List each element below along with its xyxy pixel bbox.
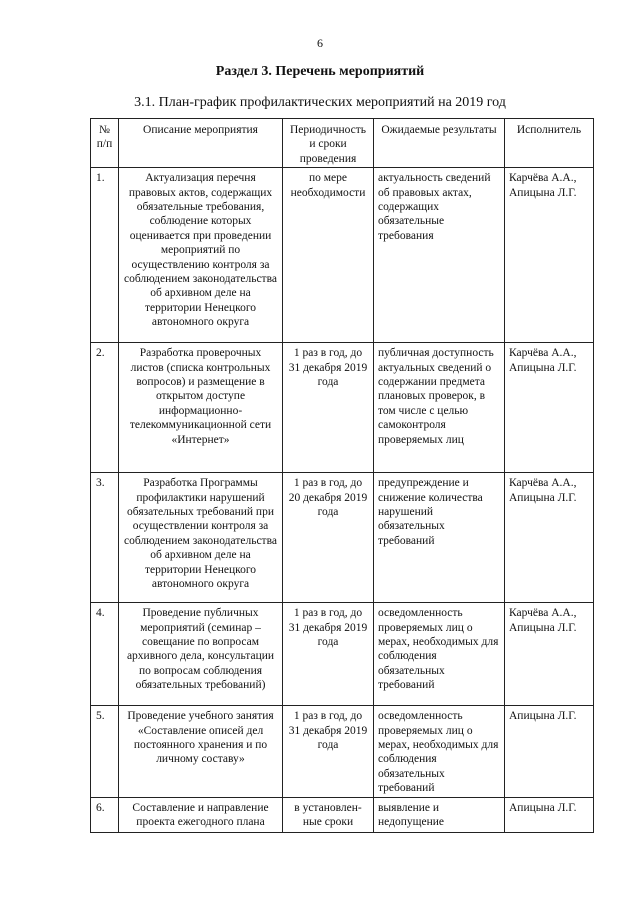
row-period: по мере необходимости: [283, 168, 374, 343]
row-description: Разработка проверочных листов (списка контрольных вопросов) и размещение в открытом доступе информационно-телекоммуникационной сети «Интернет»: [119, 343, 283, 473]
row-result: предупреждение и снижение количества нарушений обязательных требований: [374, 473, 505, 603]
row-executor: Карчёва А.А., Апицына Л.Г.: [505, 168, 594, 343]
table-row: [91, 603, 594, 706]
row-executor: Апицына Л.Г.: [505, 797, 594, 832]
table-row: [91, 343, 594, 473]
row-result: осведомленность проверяемых лиц о мерах, необходимых для соблюдения обязательных требований: [374, 706, 505, 797]
row-result: выявление и недопущение: [374, 797, 505, 832]
row-period: 1 раз в год, до 31 декабря 2019 года: [283, 706, 374, 797]
header-period: Периодичность и сроки проведения: [283, 119, 374, 168]
header-result: Ожидаемые результаты: [374, 119, 505, 168]
row-description: Актуализация перечня правовых актов, содержащих обязательные требования, соблюдение которых оценивается при проведении мероприятий по осуществлению контроля за соблюдением законодательства об архивном деле на территории Ненецкого автономного округа: [119, 168, 283, 343]
row-executor: Карчёва А.А., Апицына Л.Г.: [505, 603, 594, 706]
table-row: [91, 797, 594, 832]
table-header-row: [91, 119, 594, 168]
section-title: Раздел 3. Перечень мероприятий: [215, 64, 425, 79]
row-executor: Апицына Л.Г.: [505, 706, 594, 797]
table-row: [91, 706, 594, 797]
header-description: Описание мероприятия: [119, 119, 283, 168]
row-num: 2.: [91, 343, 119, 473]
row-description: Проведение публичных мероприятий (семинар – совещание по вопросам архивного дела, консультации по вопросам соблюдения обязательных требований): [119, 603, 283, 706]
row-num: 5.: [91, 706, 119, 797]
row-period: в установлен-ные сроки: [283, 797, 374, 832]
table-row: [91, 473, 594, 603]
row-description: Проведение учебного занятия «Составление описей дел постоянного хранения и по личному составу»: [119, 706, 283, 797]
row-description: Разработка Программы профилактики нарушений обязательных требований при осуществлении контроля за соблюдением законодательства об архивном деле на территории Ненецкого автономного округа: [119, 473, 283, 603]
row-period: 1 раз в год, до 31 декабря 2019 года: [283, 603, 374, 706]
subsection-title: 3.1. План-график профилактических мероприятий на 2019 год: [134, 95, 506, 110]
page-number: 6: [317, 36, 323, 50]
row-description: Составление и направление проекта ежегодного плана: [119, 797, 283, 832]
row-result: осведомленность проверяемых лиц о мерах, необходимых для соблюдения обязательных требований: [374, 603, 505, 706]
row-executor: Карчёва А.А., Апицына Л.Г.: [505, 343, 594, 473]
row-result: публичная доступность актуальных сведений о содержании предмета плановых проверок, в том числе с целью самоконтроля проверяемых лиц: [374, 343, 505, 473]
row-num: 3.: [91, 473, 119, 603]
row-period: 1 раз в год, до 20 декабря 2019 года: [283, 473, 374, 603]
table-row: [91, 168, 594, 343]
row-num: 6.: [91, 797, 119, 832]
row-result: актуальность сведений об правовых актах, содержащих обязательные требования: [374, 168, 505, 343]
row-period: 1 раз в год, до 31 декабря 2019 года: [283, 343, 374, 473]
header-num: № п/п: [91, 119, 119, 168]
row-num: 4.: [91, 603, 119, 706]
prevention-plan-table: [90, 118, 594, 833]
row-num: 1.: [91, 168, 119, 343]
row-executor: Карчёва А.А., Апицына Л.Г.: [505, 473, 594, 603]
header-executor: Исполнитель: [505, 119, 594, 168]
